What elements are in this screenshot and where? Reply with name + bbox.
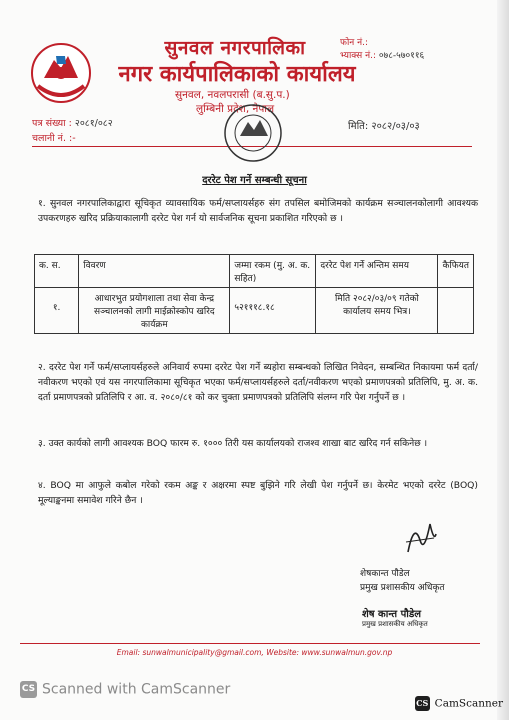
col-description: विवरण bbox=[79, 255, 230, 288]
address-line-2: लुम्बिनी प्रदेश, नेपाल bbox=[196, 103, 275, 115]
ref-label: पत्र संख्या : bbox=[32, 118, 72, 129]
col-remarks: कैफियत bbox=[438, 255, 474, 288]
cell-amount: ५२१११८.१८ bbox=[230, 288, 316, 334]
address-line-1: सुनवल, नवलपरासी (ब.सु.प.) bbox=[175, 89, 290, 101]
paragraph-3: ३. उक्त कार्यको लागी आवश्यक BOQ फारम रु. १००० तिरी यस कार्यालयको राजश्व शाखा बाट खरिद गर्न सकिनेछ । bbox=[38, 438, 428, 449]
paragraph-2: २. दररेट पेश गर्ने फर्म/सप्लायर्सहरुले अनिवार्य रुपमा दररेट पेश गर्ने ब्यहोरा सम्बन्धको लिखित निवेदन, सम्बन्धित निकायमा फर्म दर्ता/नवीकरण भएको एवं यस नगरपालिकामा सूचिकृत भएका फर्म/सप्लायर्सहरुले दर्ता/नवीकरण भएको प्रमाणपत्रको प्रतिलिपि, मु. अ. क. दर्ता प्रमाणपत्रको प्रतिलिपि र आ. व. २०८०/८१ को कर चुक्ता प्रमाणपत्रको प्रतिलिपि संलग्न गरि पेश गर्नुपर्ने छ । bbox=[38, 362, 478, 403]
camscanner-logo-text: CamScanner bbox=[434, 697, 503, 710]
document-date: मिति: २०८२/०३/०३ bbox=[348, 121, 420, 132]
fax-label: भ्याक्स नं.: bbox=[340, 51, 376, 61]
cell-deadline: मिति २०८२/०३/०९ गतेको कार्यालय समय भित्र। bbox=[316, 288, 438, 334]
signatory-name: शेषकान्त पौडेल bbox=[360, 569, 410, 579]
notice-subject: दररेट पेश गर्ने सम्बन्धी सूचना bbox=[202, 175, 307, 186]
municipality-emblem-logo bbox=[30, 42, 92, 104]
col-serial: क. स. bbox=[35, 255, 79, 288]
signatory-role: प्रमुख प्रशासकीय अधिकृत bbox=[360, 583, 445, 593]
col-deadline: दररेट पेश गर्ने अन्तिम समय bbox=[316, 255, 438, 288]
footer-contact: Email: sunwalmunicipality@gmail.com, Website: www.sunwalmun.gov.np bbox=[116, 648, 393, 657]
paragraph-1: १. सुनवल नगरपालिकाद्वारा सूचिकृत व्यावसायिक फर्म/सप्लायर्सहरु संग तपसिल बमोजिमको कार्यक्रम सञ्चालनकोलागी आवश्यक उपकरणहरु खरिद प्रक्रियाकालागी दररेट पेश गर्न यो सार्वजनिक सूचना प्रकाशित गरिएको छ । bbox=[38, 198, 478, 224]
signatory-stamp-name: शेष कान्त पौडेल bbox=[362, 609, 421, 620]
camscanner-badge-icon: CS bbox=[20, 681, 37, 698]
camscanner-logo bbox=[415, 696, 503, 711]
municipality-name: सुनवल नगरपालिका bbox=[164, 37, 306, 59]
table-row bbox=[35, 288, 474, 334]
cell-remarks bbox=[438, 288, 474, 334]
page-edge-shadow bbox=[497, 0, 509, 720]
dispatch-number: चलानी नं. :- bbox=[32, 133, 76, 144]
office-stamp-seal bbox=[218, 100, 288, 166]
cell-serial: १. bbox=[35, 288, 79, 334]
col-amount: जम्मा रकम (मु. अ. क. सहित) bbox=[230, 255, 316, 288]
signatory-stamp-role: प्रमुख प्रशासकीय अधिकृत bbox=[362, 620, 428, 628]
contact-block bbox=[340, 37, 424, 63]
phone-value: ०७८-५७०११६ bbox=[378, 51, 425, 61]
watermark-text: Scanned with CamScanner bbox=[42, 681, 231, 698]
phone-label: फोन नं.: bbox=[340, 38, 369, 48]
footer-divider bbox=[20, 643, 480, 644]
scanner-watermark bbox=[20, 681, 230, 698]
items-table bbox=[34, 254, 474, 334]
reference-number bbox=[32, 116, 113, 129]
ref-value: २०८१/०८२ bbox=[74, 118, 113, 129]
office-name: नगर कार्यपालिकाको कार्यालय bbox=[118, 62, 356, 87]
paragraph-4: ४. BOQ मा आफुले कबोल गरेको रकम अङ्क र अक्षरमा स्पष्ट बुझिने गरि लेखी पेश गर्नुपर्ने छ। केरमेट भएको दररेट (BOQ) मूल्याङ्कनमा समावेश गरिने छैन । bbox=[38, 480, 478, 506]
camscanner-logo-icon: CS bbox=[415, 696, 430, 711]
handwritten-signature bbox=[400, 512, 440, 562]
cell-description: आधारभुत प्रयोगशाला तथा सेवा केन्द्र सञ्चालनको लागी माईक्रोस्कोप खरिद कार्यक्रम bbox=[79, 288, 230, 334]
table-header-row bbox=[35, 255, 474, 288]
